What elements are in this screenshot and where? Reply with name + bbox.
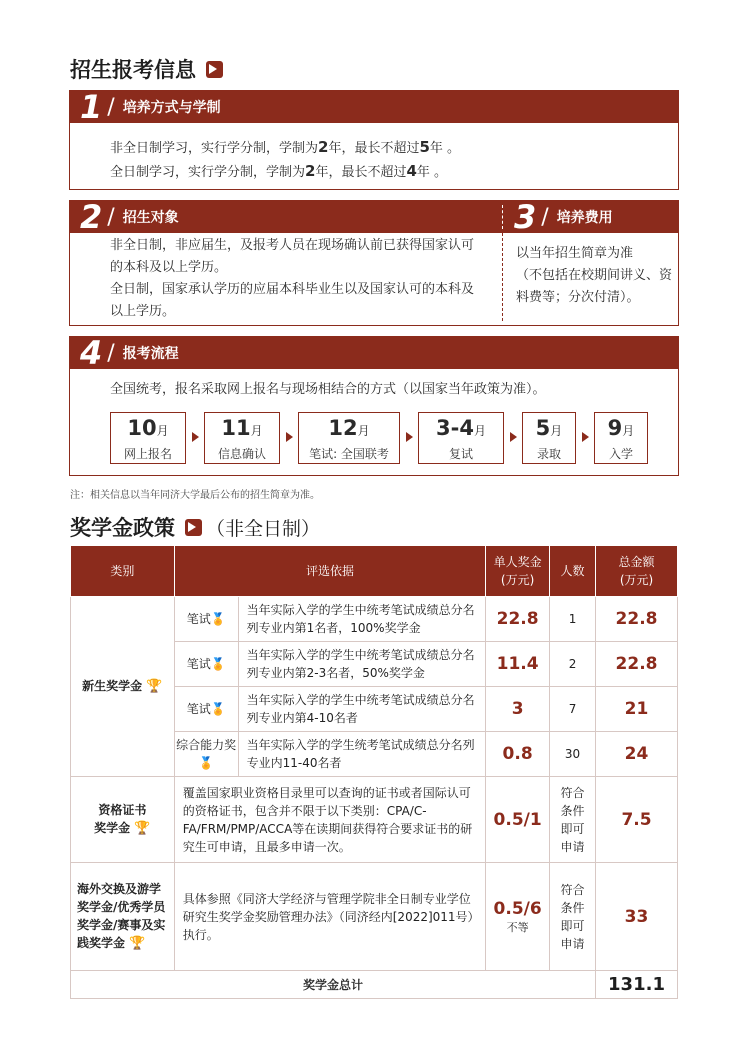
scholarship-subtitle: （非全日制）: [206, 517, 321, 540]
step-exam: 12月 笔试: 全国联考: [298, 412, 400, 464]
arrow-right-icon: [406, 432, 413, 442]
total-value: 7.5: [596, 777, 678, 863]
card-title: 培养费用: [556, 210, 613, 226]
table-row: [71, 777, 678, 863]
criteria-tag: 笔试🏅: [174, 687, 238, 732]
card-process: [69, 336, 679, 476]
criteria-text: 具体参照《同济大学经济与管理学院非全日制专业学位研究生奖学金奖励管理办法》（同济经内[2022]011号）执行。: [174, 863, 485, 971]
trophy-icon: 🏆: [129, 936, 146, 951]
total-value: 21: [596, 687, 678, 732]
fee-text: [516, 243, 676, 309]
amount-value: 22.8: [486, 597, 550, 642]
total-label: 奖学金总计: [71, 971, 596, 999]
step-confirmation: 11月 信息确认: [204, 412, 280, 464]
total-row: [71, 971, 678, 999]
card-header: [70, 198, 678, 236]
arrow-right-icon: [185, 519, 202, 536]
criteria-text: 当年实际入学的学生中统考笔试成绩总分名列专业内第2-3名者，50%奖学金: [238, 642, 486, 687]
amount-value: 3: [486, 687, 550, 732]
criteria-tag: 综合能力奖🏅: [174, 732, 238, 777]
total-value: 22.8: [596, 597, 678, 642]
header-amount: 单人奖金 (万元): [486, 546, 550, 597]
header-category: 类别: [71, 546, 175, 597]
amount-value: 0.5/6 不等: [486, 863, 550, 971]
card-number: 1: [80, 88, 102, 126]
criteria-text: 当年实际入学的学生统考笔试成绩总分名列专业内11-40名者: [238, 732, 486, 777]
criteria-text: 当年实际入学的学生中统考笔试成绩总分名列专业内第4-10名者: [238, 687, 486, 732]
count-value: 1: [550, 597, 596, 642]
trophy-icon: 🏆: [146, 679, 163, 694]
fee-line1: 以当年招生简章为准: [516, 246, 634, 261]
target-part-time: 非全日制，非应届生，及报考人员在现场确认前已获得国家认可的本科及以上学历。: [110, 238, 475, 275]
amount-value: 0.8: [486, 732, 550, 777]
amount-value: 11.4: [486, 642, 550, 687]
training-mode-text: [110, 136, 460, 184]
total-value: 22.8: [596, 642, 678, 687]
target-text: [110, 235, 480, 323]
slash-icon: /: [107, 204, 115, 230]
total-value: 33: [596, 863, 678, 971]
card-title: 培养方式与学制: [122, 100, 221, 116]
card-header: [70, 88, 678, 126]
seal-icon: 🏅: [210, 612, 226, 626]
card-number: 4: [80, 334, 102, 372]
table-row: [71, 863, 678, 971]
admission-section-title: [70, 54, 223, 84]
target-full-time: 全日制，国家承认学历的应届本科毕业生以及国家认可的本科及以上学历。: [110, 282, 475, 319]
criteria-text: 当年实际入学的学生中统考笔试成绩总分名列专业内第1名者，100%奖学金: [238, 597, 486, 642]
category-certificate: 资格证书 奖学金 🏆: [71, 777, 175, 863]
grand-total-value: 131.1: [596, 971, 678, 999]
header-count: 人数: [550, 546, 596, 597]
admission-title-text: 招生报考信息: [70, 58, 196, 82]
amount-value: 0.5/1: [486, 777, 550, 863]
admission-note: 注：相关信息以当年同济大学最后公布的招生简章为准。: [70, 490, 320, 501]
card-training-mode: [69, 90, 679, 190]
full-time-line: 全日制学习，实行学分制，学制为2年，最长不超过4年 。: [110, 162, 448, 180]
count-value: 符合条件即可申请: [550, 777, 596, 863]
count-value: 7: [550, 687, 596, 732]
slash-icon: /: [107, 340, 115, 366]
card-target-and-fee: [69, 200, 679, 326]
count-value: 符合条件即可申请: [550, 863, 596, 971]
header-criteria: 评选依据: [174, 546, 485, 597]
count-value: 30: [550, 732, 596, 777]
step-enrollment: 9月 入学: [594, 412, 648, 464]
slash-icon: /: [107, 94, 115, 120]
card-number: 2: [80, 198, 102, 236]
category-new-student: 新生奖学金 🏆: [71, 597, 175, 777]
arrow-right-icon: [286, 432, 293, 442]
card-title: 招生对象: [122, 210, 179, 226]
fee-line2: （不包括在校期间讲义、资料费等；分次付清）。: [516, 268, 673, 305]
seal-icon: 🏅: [210, 702, 226, 716]
divider: [502, 233, 503, 321]
divider: [502, 205, 503, 229]
process-text: 全国统考，报名采取网上报名与现场相结合的方式（以国家当年政策为准）。: [110, 382, 546, 397]
arrow-right-icon: [192, 432, 199, 442]
criteria-tag: 笔试🏅: [174, 642, 238, 687]
scholarship-section-title: [70, 512, 320, 542]
category-exchange: 海外交换及游学奖学金/优秀学员奖学金/赛事及实践奖学金 🏆: [71, 863, 175, 971]
scholarship-table: [70, 545, 678, 999]
card-title: 报考流程: [122, 346, 179, 362]
card-header: [70, 334, 678, 372]
step-interview: 3-4月 复试: [418, 412, 504, 464]
step-registration: 10月 网上报名: [110, 412, 186, 464]
arrow-right-icon: [510, 432, 517, 442]
step-admission: 5月 录取: [522, 412, 576, 464]
scholarship-title-text: 奖学金政策: [70, 516, 175, 540]
arrow-right-icon: [206, 61, 223, 78]
seal-icon: 🏅: [198, 756, 214, 770]
part-time-line: 非全日制学习，实行学分制，学制为2年，最长不超过5年 。: [110, 138, 461, 156]
seal-icon: 🏅: [210, 657, 226, 671]
criteria-tag: 笔试🏅: [174, 597, 238, 642]
criteria-text: 覆盖国家职业资格目录里可以查询的证书或者国际认可的资格证书，包含并不限于以下类别：CPA/C-FA/FRM/PMP/ACCA等在读期间获得符合要求证书的研究生可申请，且最多申请一次。: [174, 777, 485, 863]
arrow-right-icon: [582, 432, 589, 442]
table-row: [71, 597, 678, 642]
trophy-icon: 🏆: [134, 821, 151, 836]
card-number: 3: [514, 198, 536, 236]
header-total: 总金额 (万元): [596, 546, 678, 597]
total-value: 24: [596, 732, 678, 777]
count-value: 2: [550, 642, 596, 687]
slash-icon: /: [541, 204, 549, 230]
